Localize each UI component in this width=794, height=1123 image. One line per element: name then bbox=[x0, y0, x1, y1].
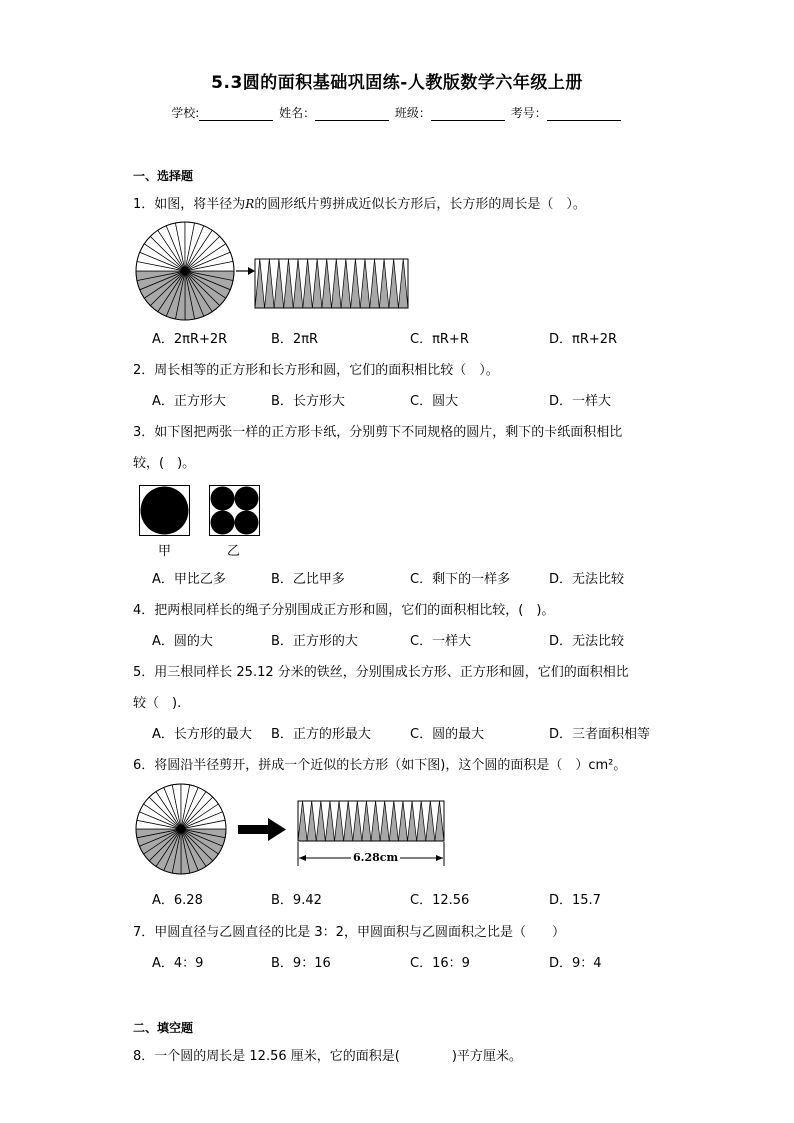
question-3-line-2: 较，( )。 bbox=[133, 456, 196, 471]
q1-option-a[interactable]: A．2πR+2R bbox=[152, 332, 228, 347]
school-blank bbox=[199, 108, 273, 121]
figure-3-square-yi bbox=[209, 485, 260, 536]
name-label: 姓名： bbox=[279, 106, 316, 120]
question-1-text-b: 的圆形纸片剪拼成近似长方形后，长方形的周长是（ ）。 bbox=[254, 197, 586, 212]
q3-option-a[interactable]: A．甲比乙多 bbox=[152, 572, 226, 587]
question-4: 4．把两根同样长的绳子分别围成正方形和圆，它们的面积相比较，( )。 bbox=[133, 603, 555, 618]
name-blank bbox=[315, 108, 389, 121]
q1-option-c[interactable]: C．πR+R bbox=[410, 332, 469, 347]
q2-option-d[interactable]: D．一样大 bbox=[549, 394, 612, 409]
q2-option-b[interactable]: B．长方形大 bbox=[271, 394, 345, 409]
question-1-text-a: 1．如图，将半径为 bbox=[133, 197, 246, 212]
q7-option-a[interactable]: A．4：9 bbox=[152, 956, 204, 971]
q7-option-d[interactable]: D．9：4 bbox=[549, 956, 602, 971]
q4-option-b[interactable]: B．正方形的大 bbox=[271, 634, 358, 649]
q6-option-c[interactable]: C．12.56 bbox=[410, 893, 470, 908]
q3-option-d[interactable]: D．无法比较 bbox=[549, 572, 625, 587]
q6-option-d[interactable]: D．15.7 bbox=[549, 893, 601, 908]
figure-1-arrow bbox=[236, 264, 256, 278]
number-label: 考号： bbox=[510, 106, 547, 120]
q1-option-b[interactable]: B．2πR bbox=[271, 332, 319, 347]
q2-option-c[interactable]: C．圆大 bbox=[410, 394, 459, 409]
figure-1-circle bbox=[135, 221, 235, 321]
q4-option-c[interactable]: C．一样大 bbox=[410, 634, 472, 649]
question-2: 2．周长相等的正方形和长方形和圆，它们的面积相比较（ ）。 bbox=[133, 363, 499, 378]
school-label: 学校: bbox=[171, 106, 200, 120]
q1-option-d[interactable]: D．πR+2R bbox=[549, 332, 618, 347]
figure-6-circle bbox=[135, 783, 227, 875]
label-jia: 甲 bbox=[158, 544, 172, 559]
q5-option-c[interactable]: C．圆的最大 bbox=[410, 727, 485, 742]
figure-3-square-jia bbox=[139, 485, 190, 536]
question-8: 8．一个圆的周长是 12.56 厘米，它的面积是( )平方厘米。 bbox=[133, 1049, 522, 1064]
figure-1-rectangle bbox=[254, 258, 410, 309]
q7-option-b[interactable]: B．9：16 bbox=[271, 956, 331, 971]
q3-option-b[interactable]: B．乙比甲多 bbox=[271, 572, 345, 587]
figure-6-arrow bbox=[238, 818, 288, 840]
number-blank bbox=[547, 108, 621, 121]
dimension-label: 6.28cm bbox=[353, 851, 399, 864]
q5-option-b[interactable]: B．正方的形最大 bbox=[271, 727, 371, 742]
q4-option-a[interactable]: A．圆的大 bbox=[152, 634, 213, 649]
q4-option-d[interactable]: D．无法比较 bbox=[549, 634, 625, 649]
label-yi: 乙 bbox=[227, 544, 241, 559]
class-blank bbox=[431, 108, 505, 121]
question-5-line-2: 较（ ). bbox=[133, 696, 182, 711]
q2-option-a[interactable]: A．正方形大 bbox=[152, 394, 226, 409]
page-title: 5.3圆的面积基础巩固练-人教版数学六年级上册 bbox=[211, 73, 583, 93]
student-info-line bbox=[0, 104, 794, 121]
question-1 bbox=[133, 193, 586, 212]
section-choice-heading: 一、选择题 bbox=[133, 169, 194, 183]
q5-option-a[interactable]: A．长方形的最大 bbox=[152, 727, 252, 742]
question-7: 7．甲圆直径与乙圆直径的比是 3：2，甲圆面积与乙圆面积之比是（ ） bbox=[133, 925, 565, 940]
q3-option-c[interactable]: C．剩下的一样多 bbox=[410, 572, 511, 587]
section-fill-heading: 二、填空题 bbox=[133, 1021, 194, 1035]
question-3-line-1: 3．如下图把两张一样的正方形卡纸，分别剪下不同规格的圆片，剩下的卡纸面积相比 bbox=[133, 425, 623, 440]
question-6: 6．将圆沿半径剪开，拼成一个近似的长方形（如下图)，这个圆的面积是（ ）cm²。 bbox=[133, 758, 627, 773]
q6-option-b[interactable]: B．9.42 bbox=[271, 893, 322, 908]
q7-option-c[interactable]: C．16：9 bbox=[410, 956, 470, 971]
question-5-line-1: 5．用三根同样长 25.12 分米的铁丝，分别围成长方形、正方形和圆，它们的面积相比 bbox=[133, 665, 629, 680]
q5-option-d[interactable]: D．三者面积相等 bbox=[549, 727, 651, 742]
question-1-var: R bbox=[245, 197, 255, 211]
class-label: 班级： bbox=[394, 106, 431, 120]
q6-option-a[interactable]: A．6.28 bbox=[152, 893, 203, 908]
